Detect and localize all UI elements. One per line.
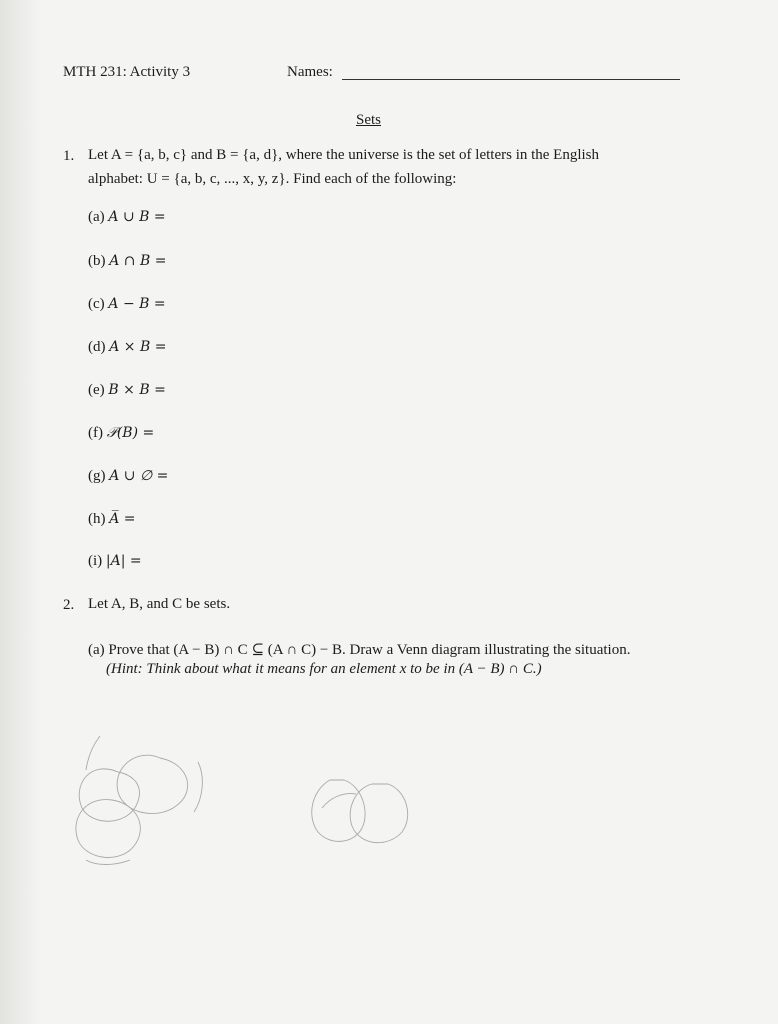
sketch-circle-bottom [76, 800, 140, 858]
question-1-line-2: alphabet: U = {a, b, c, ..., x, y, z}. Find each of the following: [88, 171, 457, 187]
sketch-arc-top [86, 736, 100, 770]
hint-text: (Hint: Think about what it means for an element x to be in (A − B) ∩ C.) [106, 661, 542, 677]
part-label: (d) [88, 339, 106, 355]
sketch-circle-right-top [117, 755, 188, 813]
question-2-number: 2. [63, 597, 75, 613]
course-title: MTH 231: Activity 3 [63, 64, 191, 80]
question-1-number: 1. [63, 148, 75, 164]
part-expression: 𝒫(B) = [106, 425, 155, 441]
part-expression: A ∪ ∅ = [109, 468, 169, 484]
part-expression: A × B = [109, 339, 167, 355]
part-expression: A̅ = [109, 511, 136, 527]
question-1-line-1: Let A = {a, b, c} and B = {a, d}, where the universe is the set of letters in the English [88, 147, 600, 163]
part-label: (a) [88, 209, 105, 225]
sketch-circle-left-top [79, 769, 139, 821]
sketch-stroke-center [322, 794, 356, 808]
sketch-arc-right [194, 762, 202, 812]
part-2a-text: Prove that (A − B) ∩ C ⊆ (A ∩ C) − B. Draw a Venn diagram illustrating the situation. [108, 642, 631, 658]
part-label: (i) [88, 553, 103, 569]
part-label: (g) [88, 468, 106, 484]
part-expression: B × B = [108, 382, 166, 398]
part-label: (b) [88, 253, 106, 269]
part-expression: A ∩ B = [109, 253, 167, 269]
part-expression: |A| = [105, 553, 142, 569]
names-label: Names: [287, 64, 333, 80]
part-label: (a) [88, 642, 105, 658]
part-label: (e) [88, 382, 105, 398]
part-expression: A ∪ B = [108, 209, 166, 225]
sketch-circle-center-left [312, 780, 365, 841]
part-label: (c) [88, 296, 105, 312]
part-expression: A − B = [108, 296, 166, 312]
part-label: (f) [88, 425, 103, 441]
part-label: (h) [88, 511, 106, 527]
question-2-text: Let A, B, and C be sets. [88, 596, 231, 612]
section-title: Sets [356, 112, 382, 128]
sketch-line-bottom [86, 860, 130, 865]
